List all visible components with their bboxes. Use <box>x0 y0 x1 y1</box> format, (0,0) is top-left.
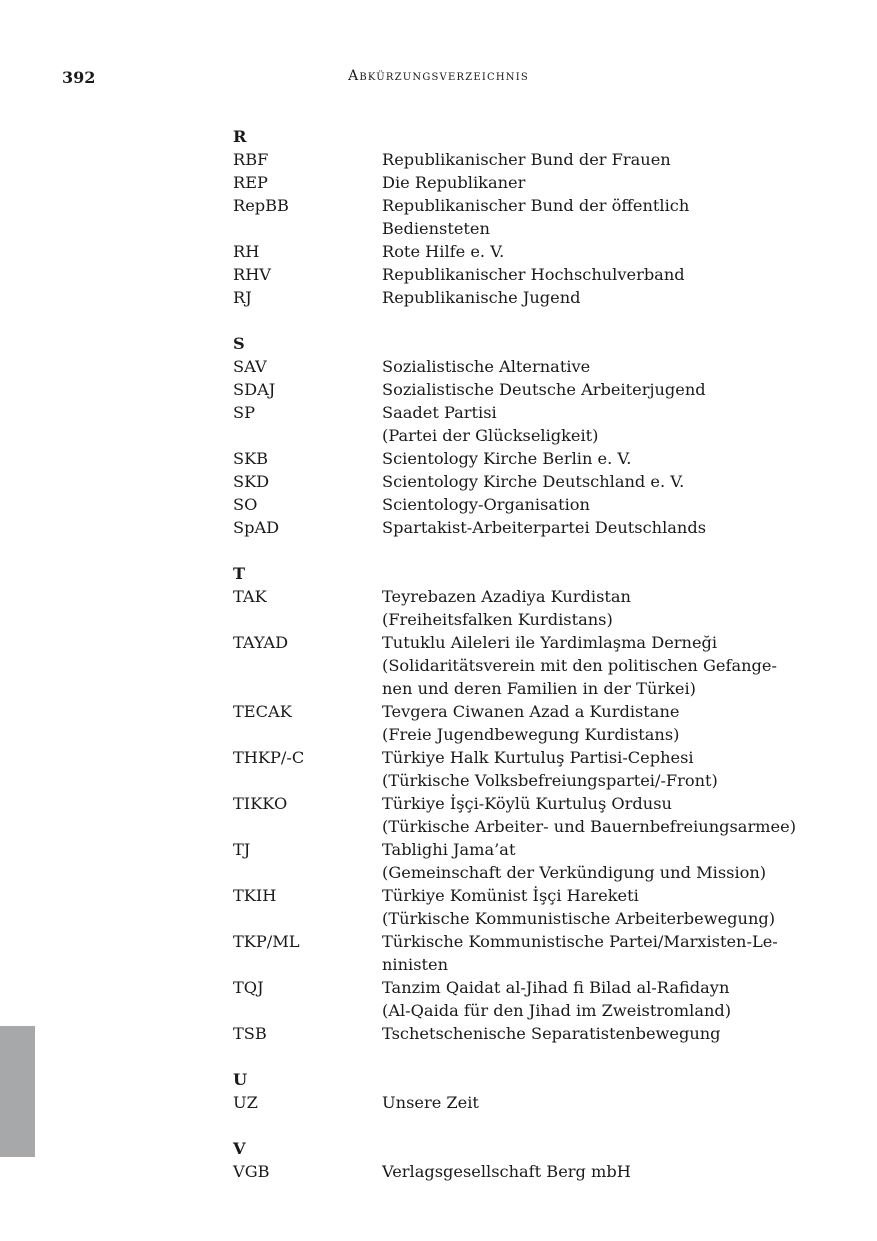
definition-line: nen und deren Familien in der Türkei) <box>382 679 696 698</box>
definition <box>382 378 813 401</box>
definition <box>382 401 813 447</box>
definition <box>382 631 813 700</box>
definition-line: Rote Hilfe e. V. <box>382 242 505 261</box>
abbreviation-entry <box>233 263 813 286</box>
abbreviation: TAYAD <box>233 633 289 652</box>
definition-line: Tutuklu Aileleri ile Yardimlaşma Derneği <box>382 633 718 652</box>
abbreviation: SP <box>233 403 255 422</box>
abbreviation: UZ <box>233 1093 258 1112</box>
abbreviation-entry <box>233 838 813 884</box>
definition-line: (Türkische Arbeiter- und Bauernbefreiungsarmee) <box>382 817 797 836</box>
definition-line: (Türkische Kommunistische Arbeiterbewegung) <box>382 909 776 928</box>
definition-line: Unsere Zeit <box>382 1093 479 1112</box>
abbreviation: RJ <box>233 288 252 307</box>
section-s <box>233 332 813 539</box>
abbreviation: TJ <box>233 840 251 859</box>
abbreviation-entry <box>233 447 813 470</box>
section-letter: U <box>233 1070 248 1089</box>
thumb-index-tab <box>0 1026 35 1157</box>
definition <box>382 1091 813 1114</box>
abbreviation-entry <box>233 171 813 194</box>
definition-line: (Partei der Glückseligkeit) <box>382 426 599 445</box>
abbreviation-entry <box>233 194 813 240</box>
abbreviation: SDAJ <box>233 380 276 399</box>
abbreviation: SKD <box>233 472 270 491</box>
definition-line: (Freiheitsfalken Kurdistans) <box>382 610 613 629</box>
definition-line: Sozialistische Deutsche Arbeiterjugend <box>382 380 706 399</box>
abbreviation-entry <box>233 1022 813 1045</box>
abbreviation-list <box>233 125 813 1206</box>
definition-line: Tablighi Jama’at <box>382 840 516 859</box>
section-letter: S <box>233 334 245 353</box>
definition-line: Republikanische Jugend <box>382 288 581 307</box>
definition-line: Türkiye Halk Kurtuluş Partisi-Cephesi <box>382 748 694 767</box>
section-letter: R <box>233 127 247 146</box>
abbreviation: TAK <box>233 587 267 606</box>
section-t <box>233 562 813 1045</box>
definition <box>382 1160 813 1183</box>
abbreviation: THKP/-C <box>233 748 305 767</box>
definition-line: Scientology Kirche Berlin e. V. <box>382 449 632 468</box>
definition-line: (Solidaritätsverein mit den politischen Gefange- <box>382 656 777 675</box>
abbreviation: RHV <box>233 265 271 284</box>
definition <box>382 263 813 286</box>
abbreviation-entry <box>233 148 813 171</box>
section-letter: T <box>233 564 246 583</box>
definition <box>382 585 813 631</box>
definition <box>382 516 813 539</box>
running-head: Abkürzungsverzeichnis <box>348 68 529 84</box>
abbreviation-entry <box>233 240 813 263</box>
abbreviation-entry <box>233 286 813 309</box>
definition <box>382 1022 813 1045</box>
abbreviation-entry <box>233 378 813 401</box>
abbreviation: SpAD <box>233 518 280 537</box>
definition-line: Türkiye İşçi-Köylü Kurtuluş Ordusu <box>382 794 672 813</box>
definition <box>382 447 813 470</box>
abbreviation: TECAK <box>233 702 292 721</box>
abbreviation-entry <box>233 585 813 631</box>
definition-line: ninisten <box>382 955 449 974</box>
definition <box>382 976 813 1022</box>
section-letter: V <box>233 1139 246 1158</box>
definition <box>382 470 813 493</box>
abbreviation: RBF <box>233 150 269 169</box>
abbreviation-entry <box>233 884 813 930</box>
abbreviation: TKP/ML <box>233 932 300 951</box>
definition <box>382 884 813 930</box>
definition-line: (Freie Jugendbewegung Kurdistans) <box>382 725 680 744</box>
abbreviation-entry <box>233 401 813 447</box>
definition-line: Bediensteten <box>382 219 490 238</box>
definition-line: Tschetschenische Separatistenbewegung <box>382 1024 721 1043</box>
definition-line: (Türkische Volksbefreiungspartei/-Front) <box>382 771 718 790</box>
definition-line: (Gemeinschaft der Verkündigung und Mission) <box>382 863 767 882</box>
abbreviation: SKB <box>233 449 269 468</box>
abbreviation: SO <box>233 495 258 514</box>
definition-line: Teyrebazen Azadiya Kurdistan <box>382 587 631 606</box>
abbreviation-entry <box>233 493 813 516</box>
abbreviation: TIKKO <box>233 794 288 813</box>
definition <box>382 240 813 263</box>
definition <box>382 930 813 976</box>
definition-line: Republikanischer Bund der öffentlich <box>382 196 690 215</box>
abbreviation-entry <box>233 355 813 378</box>
definition <box>382 286 813 309</box>
abbreviation-entry <box>233 746 813 792</box>
abbreviation: TSB <box>233 1024 267 1043</box>
abbreviation-entry <box>233 1091 813 1114</box>
abbreviation: VGB <box>233 1162 270 1181</box>
definition-line: Tanzim Qaidat al-Jihad fi Bilad al-Rafidayn <box>382 978 730 997</box>
definition-line: (Al-Qaida für den Jihad im Zweistromland) <box>382 1001 732 1020</box>
abbreviation: RH <box>233 242 260 261</box>
definition <box>382 792 813 838</box>
abbreviation-entry <box>233 700 813 746</box>
abbreviation-entry <box>233 792 813 838</box>
definition-line: Spartakist-Arbeiterpartei Deutschlands <box>382 518 707 537</box>
definition-line: Sozialistische Alternative <box>382 357 591 376</box>
definition-line: Scientology Kirche Deutschland e. V. <box>382 472 685 491</box>
definition-line: Republikanischer Bund der Frauen <box>382 150 671 169</box>
section-u <box>233 1068 813 1114</box>
abbreviation-entry <box>233 516 813 539</box>
abbreviation-entry <box>233 631 813 700</box>
definition-line: Scientology-Organisation <box>382 495 590 514</box>
definition <box>382 355 813 378</box>
section-r <box>233 125 813 309</box>
abbreviation-entry <box>233 470 813 493</box>
definition <box>382 746 813 792</box>
abbreviation: TQJ <box>233 978 264 997</box>
abbreviation-entry <box>233 1160 813 1183</box>
definition <box>382 493 813 516</box>
definition <box>382 194 813 240</box>
abbreviation: SAV <box>233 357 267 376</box>
definition-line: Tevgera Ciwanen Azad a Kurdistane <box>382 702 680 721</box>
definition <box>382 171 813 194</box>
definition-line: Türkische Kommunistische Partei/Marxisten-Le- <box>382 932 778 951</box>
definition-line: Saadet Partisi <box>382 403 497 422</box>
section-v <box>233 1137 813 1183</box>
abbreviation: RepBB <box>233 196 289 215</box>
definition <box>382 700 813 746</box>
definition-line: Republikanischer Hochschulverband <box>382 265 685 284</box>
definition-line: Die Republikaner <box>382 173 526 192</box>
abbreviation-entry <box>233 976 813 1022</box>
definition-line: Verlagsgesellschaft Berg mbH <box>382 1162 631 1181</box>
definition-line: Türkiye Komünist İşçi Hareketi <box>382 886 639 905</box>
definition <box>382 148 813 171</box>
page-number: 392 <box>62 68 96 87</box>
abbreviation: REP <box>233 173 268 192</box>
definition <box>382 838 813 884</box>
abbreviation: TKIH <box>233 886 277 905</box>
abbreviation-entry <box>233 930 813 976</box>
